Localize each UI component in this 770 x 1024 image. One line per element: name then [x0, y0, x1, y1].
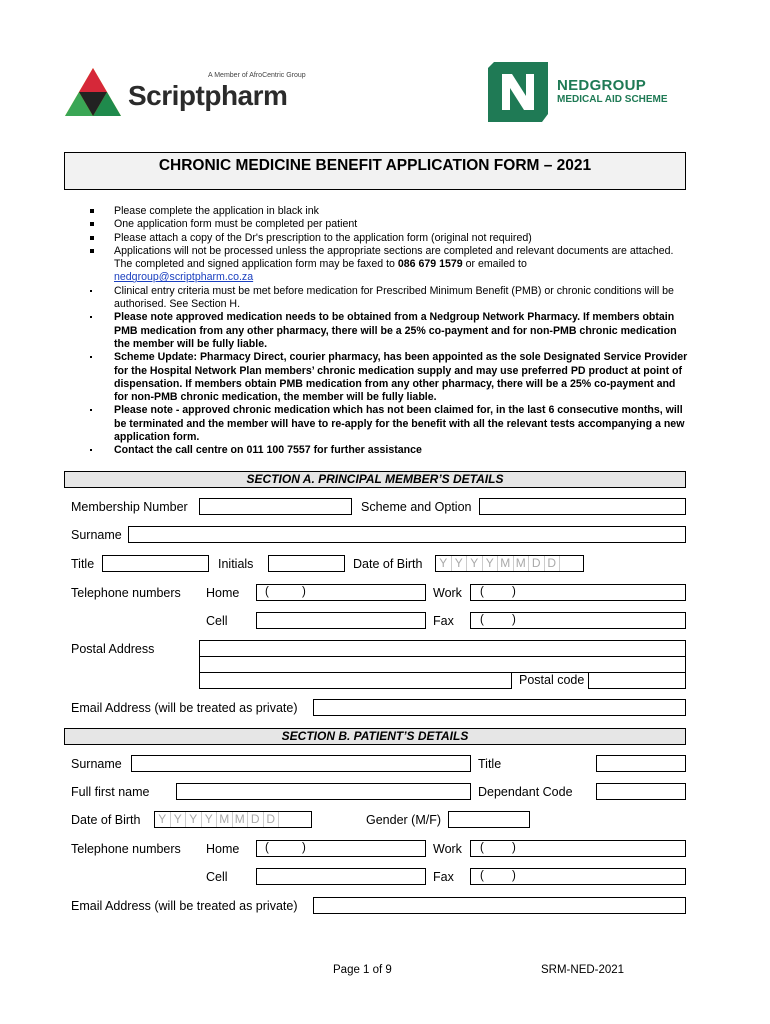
patient-work-paren-close: )	[512, 842, 516, 854]
patient-dob-input[interactable]: Y Y Y Y M M D D	[154, 811, 312, 828]
patient-work-phone-input[interactable]	[470, 840, 686, 857]
list-item: Please attach a copy of the Dr's prescription to the application form (original not required)	[90, 232, 690, 245]
postal-code-label: Postal code	[519, 673, 585, 687]
list-item: Applications will not be processed unless the appropriate sections are completed and relevant documents are attached. The completed and signed application form may be faxed to 086 679 1579 or emailed to nedgroup@scriptpharm.co.za	[90, 245, 690, 285]
home-paren-open: (	[265, 586, 269, 598]
document-code: SRM-NED-2021	[541, 964, 625, 976]
list-item: Please note approved medication needs to be obtained from a Nedgroup Network Pharmacy. If members obtain PMB medication from any other pharmacy, there will be a 25% co-payment and for non-PMB chronic medication the member will be fully liable.	[90, 311, 690, 351]
postal-address-line-3[interactable]	[199, 672, 512, 689]
fax-paren-close: )	[512, 614, 516, 626]
patient-home-label: Home	[206, 842, 240, 856]
list-item: One application form must be completed per patient	[90, 218, 690, 231]
patient-surname-input[interactable]	[131, 755, 471, 772]
initials-label: Initials	[218, 557, 254, 571]
patient-dob-label: Date of Birth	[71, 813, 141, 827]
list-item: Scheme Update: Pharmacy Direct, courier pharmacy, has been appointed as the sole Designated Service Provider for the Hospital Network Plan members’ chronic medication supply and may use preferred PD product at point of dispensation. If members obtain PMB medication from any other pharmacy, there will be a 25% co-payment and for non-PMB chronic medication, the member will be fully liable.	[90, 351, 690, 404]
email-label: Email Address (will be treated as private)	[71, 701, 298, 715]
postal-code-input[interactable]	[588, 672, 686, 689]
scriptpharm-tagline: A Member of AfroCentric Group	[208, 72, 306, 79]
patient-fax-input[interactable]	[470, 868, 686, 885]
list-item: Clinical entry criteria must be met before medication for Prescribed Minimum Benefit (PMB) or chronic conditions will be authorised. See Section H.	[90, 285, 690, 312]
patient-email-label: Email Address (will be treated as private)	[71, 899, 298, 913]
fax-label: Fax	[433, 614, 454, 628]
email-link[interactable]: nedgroup@scriptpharm.co.za	[114, 271, 254, 284]
email-input[interactable]	[313, 699, 686, 716]
patient-title-label: Title	[478, 757, 502, 771]
title-input[interactable]	[102, 555, 209, 572]
postal-address-label: Postal Address	[71, 642, 155, 656]
scheme-option-label: Scheme and Option	[361, 500, 472, 514]
list-item: Contact the call centre on 011 100 7557 for further assistance	[90, 444, 690, 457]
cell-label: Cell	[206, 614, 228, 628]
membership-number-input[interactable]	[199, 498, 352, 515]
home-paren-close: )	[302, 586, 306, 598]
patient-title-input[interactable]	[596, 755, 686, 772]
patient-surname-label: Surname	[71, 757, 122, 771]
home-phone-input[interactable]	[256, 584, 426, 601]
work-phone-input[interactable]	[470, 584, 686, 601]
dependant-code-label: Dependant Code	[478, 785, 573, 799]
nedgroup-name: NEDGROUP	[557, 77, 647, 94]
list-item: Please note - approved chronic medication which has not been claimed for, in the last 6 consecutive months, will be terminated and the member will have to re-apply for the benefit with all the relevant tests accompanying a new application form.	[90, 404, 690, 444]
full-first-name-label: Full first name	[71, 785, 150, 799]
patient-telephone-label: Telephone numbers	[71, 842, 181, 856]
nedgroup-n-icon	[488, 62, 548, 122]
home-label: Home	[206, 586, 240, 600]
telephone-label: Telephone numbers	[71, 586, 181, 600]
postal-address-line-1[interactable]	[199, 640, 686, 657]
scriptpharm-name: Scriptpharm	[128, 80, 288, 111]
surname-input[interactable]	[128, 526, 686, 543]
patient-fax-label: Fax	[433, 870, 454, 884]
cell-phone-input[interactable]	[256, 612, 426, 629]
patient-home-paren-close: )	[302, 842, 306, 854]
full-first-name-input[interactable]	[176, 783, 471, 800]
fax-input[interactable]	[470, 612, 686, 629]
nedgroup-subtitle: MEDICAL AID SCHEME	[557, 94, 668, 105]
patient-work-paren-open: (	[480, 842, 484, 854]
list-item: Please complete the application in black ink	[90, 205, 690, 218]
scheme-option-input[interactable]	[479, 498, 686, 515]
instructions-list	[90, 205, 690, 458]
title-label: Title	[71, 557, 95, 571]
patient-cell-label: Cell	[206, 870, 228, 884]
work-label: Work	[433, 586, 462, 600]
work-paren-close: )	[512, 586, 516, 598]
dob-label: Date of Birth	[353, 557, 423, 571]
postal-address-line-2[interactable]	[199, 656, 686, 673]
patient-cell-input[interactable]	[256, 868, 426, 885]
scriptpharm-triangle-icon	[63, 66, 123, 118]
page-title: CHRONIC MEDICINE BENEFIT APPLICATION FORM – 2021	[158, 157, 592, 174]
surname-label: Surname	[71, 528, 122, 542]
dob-input[interactable]: Y Y Y Y M M D D	[435, 555, 584, 572]
scriptpharm-logo	[63, 66, 123, 118]
section-b-heading: SECTION B. PATIENT’S DETAILS	[64, 728, 686, 745]
section-a-heading: SECTION A. PRINCIPAL MEMBER’S DETAILS	[64, 471, 686, 488]
patient-email-input[interactable]	[313, 897, 686, 914]
patient-home-paren-open: (	[265, 842, 269, 854]
work-paren-open: (	[480, 586, 484, 598]
gender-input[interactable]	[448, 811, 530, 828]
patient-work-label: Work	[433, 842, 462, 856]
membership-number-label: Membership Number	[71, 500, 188, 514]
patient-home-phone-input[interactable]	[256, 840, 426, 857]
initials-input[interactable]	[268, 555, 345, 572]
nedgroup-logo	[488, 62, 548, 122]
dependant-code-input[interactable]	[596, 783, 686, 800]
patient-fax-paren-close: )	[512, 870, 516, 882]
gender-label: Gender (M/F)	[366, 813, 442, 827]
fax-paren-open: (	[480, 614, 484, 626]
patient-fax-paren-open: (	[480, 870, 484, 882]
page-number: Page 1 of 9	[333, 964, 392, 976]
